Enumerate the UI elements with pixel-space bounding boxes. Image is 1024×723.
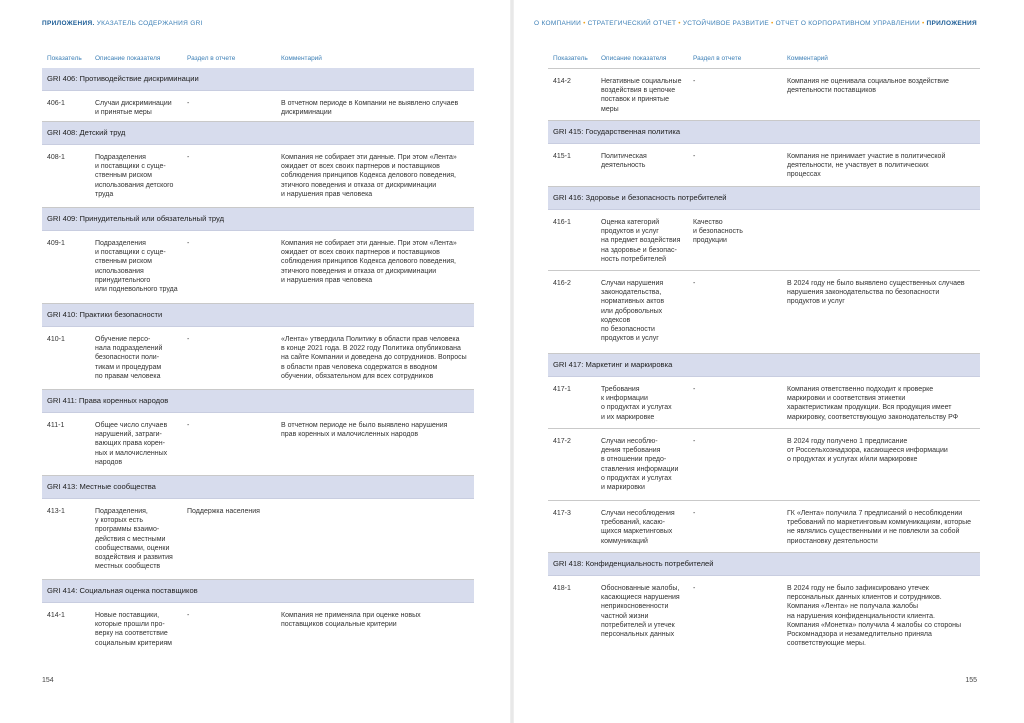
row-report-section: - [187, 336, 190, 343]
col-comment: Комментарий [787, 55, 828, 62]
row-code: 416-1 [553, 219, 571, 226]
row-report-section: - [693, 510, 696, 517]
row-report-section: Качество и безопасность продукции [693, 219, 743, 245]
table-row [548, 144, 980, 187]
row-description: Негативные социальные воздействия в цепочке поставок и принятые меры [601, 78, 682, 113]
row-code: 414-2 [553, 78, 571, 85]
section-header: GRI 406: Противодействие дискриминации [42, 68, 474, 91]
row-comment: В 2024 году получено 1 предписание от Россельхознадзора, касающееся информации о продуктах и услугах и/или маркировке [787, 438, 948, 464]
row-description: Общее число случаев нарушений, затраги- вающих права корен- ных и малочисленных народов [95, 422, 168, 466]
col-indicator: Показатель [47, 55, 82, 62]
row-code: 413-1 [47, 508, 65, 515]
nav-about[interactable]: О КОМПАНИИ [533, 20, 582, 27]
row-comment: ГК «Лента» получила 7 предписаний о несоблюдении требований по маркетинговым коммуникациям, которые не являлись существенными и не повлекли за собой приостановку деятельности [787, 510, 972, 545]
table-row [42, 499, 474, 580]
top-navigation [534, 20, 977, 27]
row-description: Случаи несоблю- дения требования в отношении предо- ставления информации о продуктах и услугах и маркировки [601, 438, 679, 492]
table-row [42, 413, 474, 476]
table-row [548, 576, 980, 660]
row-comment: В 2024 году не было зафиксировано утечек персональных данных клиентов и сотрудников. Компания «Лента» не получала жалобы на нарушения конфиденциальности клиента. Компания «Монетка» получила 4 жалобы со стороны Роскомнадзора и незамедлительно приняла соответствующие меры. [787, 585, 962, 648]
row-report-section: - [693, 153, 696, 160]
col-comment: Комментарий [281, 55, 322, 62]
table-row [548, 429, 980, 501]
running-head [42, 20, 203, 27]
row-comment: В отчетном периоде в Компании не выявлено случаев дискриминации [281, 100, 459, 117]
row-comment: Компания не собирает эти данные. При этом «Лента» ожидает от всех своих партнеров и поставщиков соблюдения принципов Кодекса делового поведения, этичного поведения и отказа от дискриминации и нарушения прав человека [281, 154, 457, 198]
section-header: GRI 414: Социальная оценка поставщиков [42, 580, 474, 603]
row-code: 418-1 [553, 585, 571, 592]
col-report-section: Раздел в отчете [693, 55, 742, 62]
row-report-section: - [693, 78, 696, 85]
nav-separator: • [583, 20, 586, 27]
row-code: 417-1 [553, 386, 571, 393]
row-report-section: - [187, 422, 190, 429]
row-description: Обоснованные жалобы, касающиеся нарушения неприкосновенности частной жизни потребителей и утечек персональных данных [601, 585, 680, 639]
col-description: Описание показателя [601, 55, 667, 62]
table-row [548, 377, 980, 429]
row-description: Оценка категорий продуктов и услуг на предмет воздействия на здоровье и безопас- ность потребителей [601, 219, 681, 263]
row-comment: В отчетном периоде не было выявлено нарушения прав коренных и малочисленных народов [281, 422, 448, 439]
row-description: Случаи нарушения законодательства, нормативных актов или добровольных кодексов по безопасности продуктов и услуг [601, 280, 665, 343]
row-comment: Компания не принимает участие в политической деятельности, не участвует в политических процессах [787, 153, 946, 179]
row-report-section: - [187, 154, 190, 161]
section-header: GRI 410: Практики безопасности [42, 304, 474, 327]
table-row [42, 327, 474, 390]
row-code: 408-1 [47, 154, 65, 161]
section-header: GRI 417: Маркетинг и маркировка [548, 354, 980, 377]
section-header: GRI 411: Права коренных народов [42, 390, 474, 413]
row-description: Обучение персо- нала подразделений безопасности поли- тикам и процедурам по правам человека [95, 336, 163, 380]
row-code: 417-3 [553, 510, 571, 517]
row-description: Новые поставщики, которые прошли про- верку на соответствие социальным критериям [95, 612, 172, 647]
row-report-section: - [693, 280, 696, 287]
page-number: 155 [965, 677, 977, 684]
row-description: Политическая деятельность [601, 153, 647, 170]
section-header: GRI 409: Принудительный или обязательный труд [42, 208, 474, 231]
row-report-section: Поддержка населения [187, 508, 260, 515]
nav-strategic-report[interactable]: СТРАТЕГИЧЕСКИЙ ОТЧЕТ [587, 20, 677, 27]
table-row [42, 603, 474, 653]
col-indicator: Показатель [553, 55, 588, 62]
right-page [512, 0, 1024, 723]
table-row [42, 145, 474, 208]
table-row [548, 271, 980, 354]
gri-table [548, 68, 980, 660]
row-report-section: - [187, 100, 190, 107]
row-comment: Компания не применяла при оценке новых поставщиков социальные критерии [281, 612, 421, 629]
table-row [548, 210, 980, 271]
nav-separator: • [921, 20, 925, 27]
nav-separator: • [770, 20, 774, 27]
table-row [42, 231, 474, 304]
header-section[interactable]: ПРИЛОЖЕНИЯ. [42, 20, 95, 27]
row-code: 406-1 [47, 100, 65, 107]
table-row [548, 68, 980, 121]
section-header: GRI 413: Местные сообщества [42, 476, 474, 499]
section-header: GRI 415: Государственная политика [548, 121, 980, 144]
row-description: Подразделения, у которых есть программы взаимо- действия с местными сообществами, оценки воздействия и развития местных сообществ [95, 508, 173, 571]
row-comment: В 2024 году не было выявлено существенных случаев нарушения законодательства по безопасности продуктов и услуг [787, 280, 965, 306]
row-report-section: - [187, 612, 190, 619]
nav-sustainability[interactable]: УСТОЙЧИВОЕ РАЗВИТИЕ [682, 20, 769, 27]
row-code: 411-1 [47, 422, 65, 429]
row-code: 416-2 [553, 280, 571, 287]
row-comment: «Лента» утвердила Политику в области прав человека в конце 2021 года. В 2022 году Политика опубликована на сайте Компании и доведена до сотрудников. Вопросы в области прав человека содержатся в вводном обучении, обязательном для всех сотрудников [281, 336, 467, 380]
row-report-section: - [187, 240, 190, 247]
row-code: 415-1 [553, 153, 571, 160]
row-code: 417-2 [553, 438, 571, 445]
section-header: GRI 418: Конфиденциальность потребителей [548, 553, 980, 576]
row-description: Подразделения и поставщики с суще- ственным риском использования принудительного или подневольного труда [95, 240, 178, 294]
nav-appendices-active[interactable]: ПРИЛОЖЕНИЯ [926, 20, 977, 27]
row-code: 410-1 [47, 336, 65, 343]
row-code: 409-1 [47, 240, 65, 247]
header-subtitle: УКАЗАТЕЛЬ СОДЕРЖАНИЯ GRI [96, 20, 203, 27]
page-number: 154 [42, 677, 54, 684]
table-row [548, 501, 980, 553]
row-report-section: - [693, 438, 696, 445]
nav-governance[interactable]: ОТЧЕТ О КОРПОРАТИВНОМ УПРАВЛЕНИИ [775, 20, 920, 27]
row-description: Случаи несоблюдения требований, касаю- щихся маркетинговых коммуникаций [601, 510, 675, 545]
row-comment: Компания ответственно подходит к проверке маркировки и соответствия этикетки характеристикам продукции. Вся продукция имеет маркировку, соответствующую законодательству РФ [787, 386, 959, 421]
gri-table [42, 68, 474, 653]
nav-separator: • [678, 20, 681, 27]
table-row [42, 91, 474, 122]
row-report-section: - [693, 386, 696, 393]
row-description: Подразделения и поставщики с суще- ственным риском использования детского труда [95, 154, 174, 198]
col-report-section: Раздел в отчете [187, 55, 236, 62]
col-description: Описание показателя [95, 55, 161, 62]
row-description: Случаи дискриминации и принятые меры [95, 100, 172, 117]
section-header: GRI 416: Здоровье и безопасность потребителей [548, 187, 980, 210]
row-report-section: - [693, 585, 696, 592]
row-comment: Компания не оценивала социальное воздействие деятельности поставщиков [787, 78, 949, 95]
row-comment: Компания не собирает эти данные. При этом «Лента» ожидает от всех своих партнеров и поставщиков соблюдения принципов Кодекса делового поведения, этичного поведения и отказа от дискриминации и нарушения прав человека [281, 240, 457, 284]
section-header: GRI 408: Детский труд [42, 122, 474, 145]
row-code: 414-1 [47, 612, 65, 619]
row-description: Требования к информации о продуктах и услугах и их маркировке [601, 386, 672, 421]
